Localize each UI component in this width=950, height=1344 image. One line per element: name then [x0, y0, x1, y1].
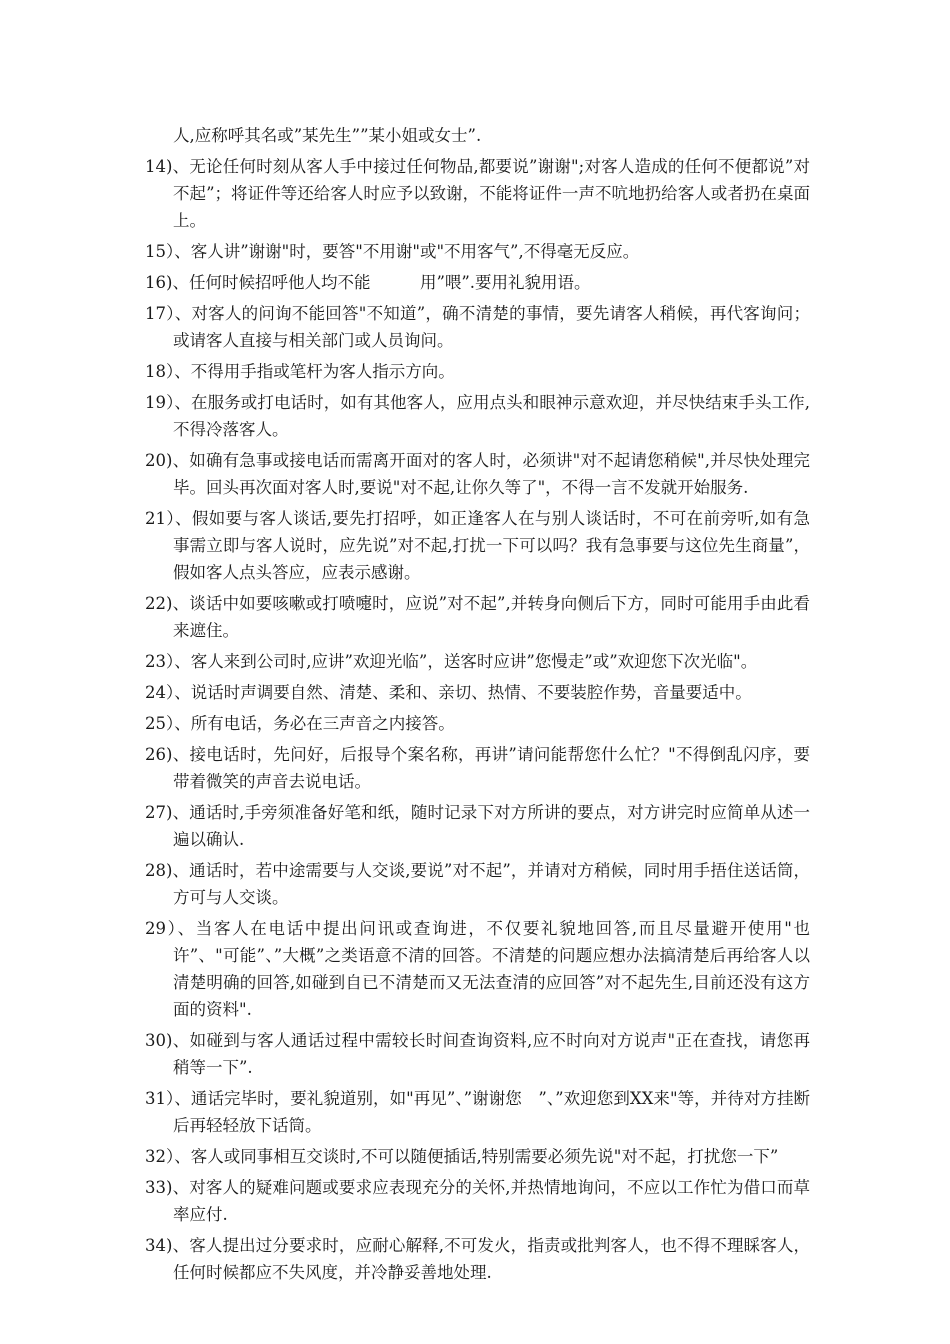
item-text: 、谈话中如要咳嗽或打喷嚏时，应说”对不起”,并转身向侧后下方，同时可能用手由此看来遮住。 [172, 594, 810, 640]
item-number: 27) [145, 803, 173, 822]
item-number: 23） [145, 652, 175, 671]
item-text: 、任何时候招呼他人均不能 用”喂”.要用礼貌用语。 [172, 273, 591, 292]
item-text: 、客人提出过分要求时，应耐心解释,不可发火，指责或批判客人，也不得不理睬客人，任何时候都应不失风度，并冷静妥善地处理. [172, 1236, 810, 1282]
list-item-21 [145, 505, 810, 586]
item-text: 、通话时，若中途需要与人交谈,要说”对不起”，并请对方稍候，同时用手捂住送话筒，方可与人交谈。 [172, 861, 810, 907]
item-number: 16) [145, 273, 173, 292]
item-number: 24） [145, 683, 175, 702]
list-item-14 [145, 153, 810, 234]
item-number: 14) [145, 157, 173, 176]
item-number: 22) [145, 594, 173, 613]
item-number: 17） [145, 304, 175, 323]
item-text: 、无论任何时刻从客人手中接过任何物品,都要说”谢谢";对客人造成的任何不便都说”对不起”；将证件等还给客人时应予以致谢，不能将证件一声不吭地扔给客人或者扔在桌面上。 [172, 157, 810, 230]
item-text: 、如确有急事或接电话而需离开面对的客人时，必须讲"对不起请您稍候",并尽快处理完毕。回头再次面对客人时,要说"对不起,让你久等了"，不得一言不发就开始服务. [172, 451, 810, 497]
item-text: 、接电话时，先问好，后报导个案名称，再讲”请问能帮您什么忙？"不得倒乱闪序，要带着微笑的声音去说电话。 [172, 745, 810, 791]
item-number: 31） [145, 1089, 175, 1108]
list-item-16 [145, 269, 810, 296]
item-text: 、如碰到与客人通话过程中需较长时间查询资料,应不时向对方说声"正在查找，请您再稍等一下”. [172, 1031, 810, 1077]
item-number: 30) [145, 1031, 173, 1050]
item-text: 、通话完毕时，要礼貌道别，如"再见”、”谢谢您 ”、”欢迎您到XX来"等，并待对方挂断后再轻轻放下话筒。 [173, 1089, 810, 1135]
list-item-19 [145, 389, 810, 443]
item-number: 26) [145, 745, 173, 764]
item-text: 、客人讲”谢谢"时，要答"不用谢"或"不用客气”,不得毫无反应。 [174, 242, 640, 261]
list-item-17 [145, 300, 810, 354]
list-item-34 [145, 1232, 810, 1286]
item-text: 、客人或同事相互交谈时,不可以随便插话,特别需要必须先说"对不起，打扰您一下” [174, 1147, 779, 1166]
list-item-18 [145, 358, 810, 385]
item-number: 29） [145, 919, 178, 938]
item-text: 、所有电话，务必在三声音之内接答。 [174, 714, 455, 733]
list-item-15 [145, 238, 810, 265]
list-item-33 [145, 1174, 810, 1228]
paragraph-continuation: 人,应称呼其名或”某先生””某小姐或女士”. [173, 126, 482, 145]
list-item-25 [145, 710, 810, 737]
list-item-29 [145, 915, 810, 1023]
item-text: 、不得用手指或笔杆为客人指示方向。 [174, 362, 455, 381]
item-text: 、对客人的疑难问题或要求应表现充分的关怀,并热情地询问，不应以工作忙为借口而草率应付. [172, 1178, 810, 1224]
item-number: 20) [145, 451, 173, 470]
list-item-26 [145, 741, 810, 795]
item-text: 、假如要与客人谈话,要先打招呼，如正逢客人在与别人谈话时，不可在前旁听,如有急事需立即与客人说时，应先说”对不起,打扰一下可以吗？我有急事要与这位先生商量”，假如客人点头答应，应表示感谢。 [173, 509, 810, 582]
item-number: 25） [145, 714, 175, 733]
list-item-30 [145, 1027, 810, 1081]
item-number: 28) [145, 861, 173, 880]
item-text: 、说话时声调要自然、清楚、柔和、亲切、热情、不要装腔作势，音量要适中。 [174, 683, 752, 702]
item-number: 18） [145, 362, 175, 381]
list-item-24 [145, 679, 810, 706]
item-text: 、在服务或打电话时，如有其他客人，应用点头和眼神示意欢迎，并尽快结束手头工作,不得冷落客人。 [173, 393, 810, 439]
item-text: 、客人来到公司时,应讲”欢迎光临”，送客时应讲”您慢走”或”欢迎您下次光临"。 [174, 652, 758, 671]
document-page [145, 122, 810, 1290]
item-text: 、通话时,手旁须准备好笔和纸，随时记录下对方所讲的要点，对方讲完时应简单从述一遍以确认. [172, 803, 810, 849]
item-number: 34) [145, 1236, 173, 1255]
item-number: 33) [145, 1178, 173, 1197]
list-item-20 [145, 447, 810, 501]
list-item-28 [145, 857, 810, 911]
item-number: 19） [145, 393, 175, 412]
list-item-31 [145, 1085, 810, 1139]
item-number: 32） [145, 1147, 175, 1166]
item-number: 21） [145, 509, 175, 528]
list-item-27 [145, 799, 810, 853]
list-item-23 [145, 648, 810, 675]
list-item-32 [145, 1143, 810, 1170]
list-item-22 [145, 590, 810, 644]
item-text: 、对客人的问询不能回答"不知道”，确不清楚的事情，要先请客人稍候，再代客询问；或请客人直接与相关部门或人员询问。 [173, 304, 811, 350]
item-text: 、当客人在电话中提出问讯或查询进，不仅要礼貌地回答,而且尽量避开使用"也许”、"可能”、”大概”之类语意不清的回答。不清楚的问题应想办法搞清楚后再给客人以清楚明确的回答,如碰到自已不清楚而又无法查清的应回答”对不起先生,目前还没有这方面的资料". [173, 919, 810, 1019]
item-number: 15） [145, 242, 175, 261]
